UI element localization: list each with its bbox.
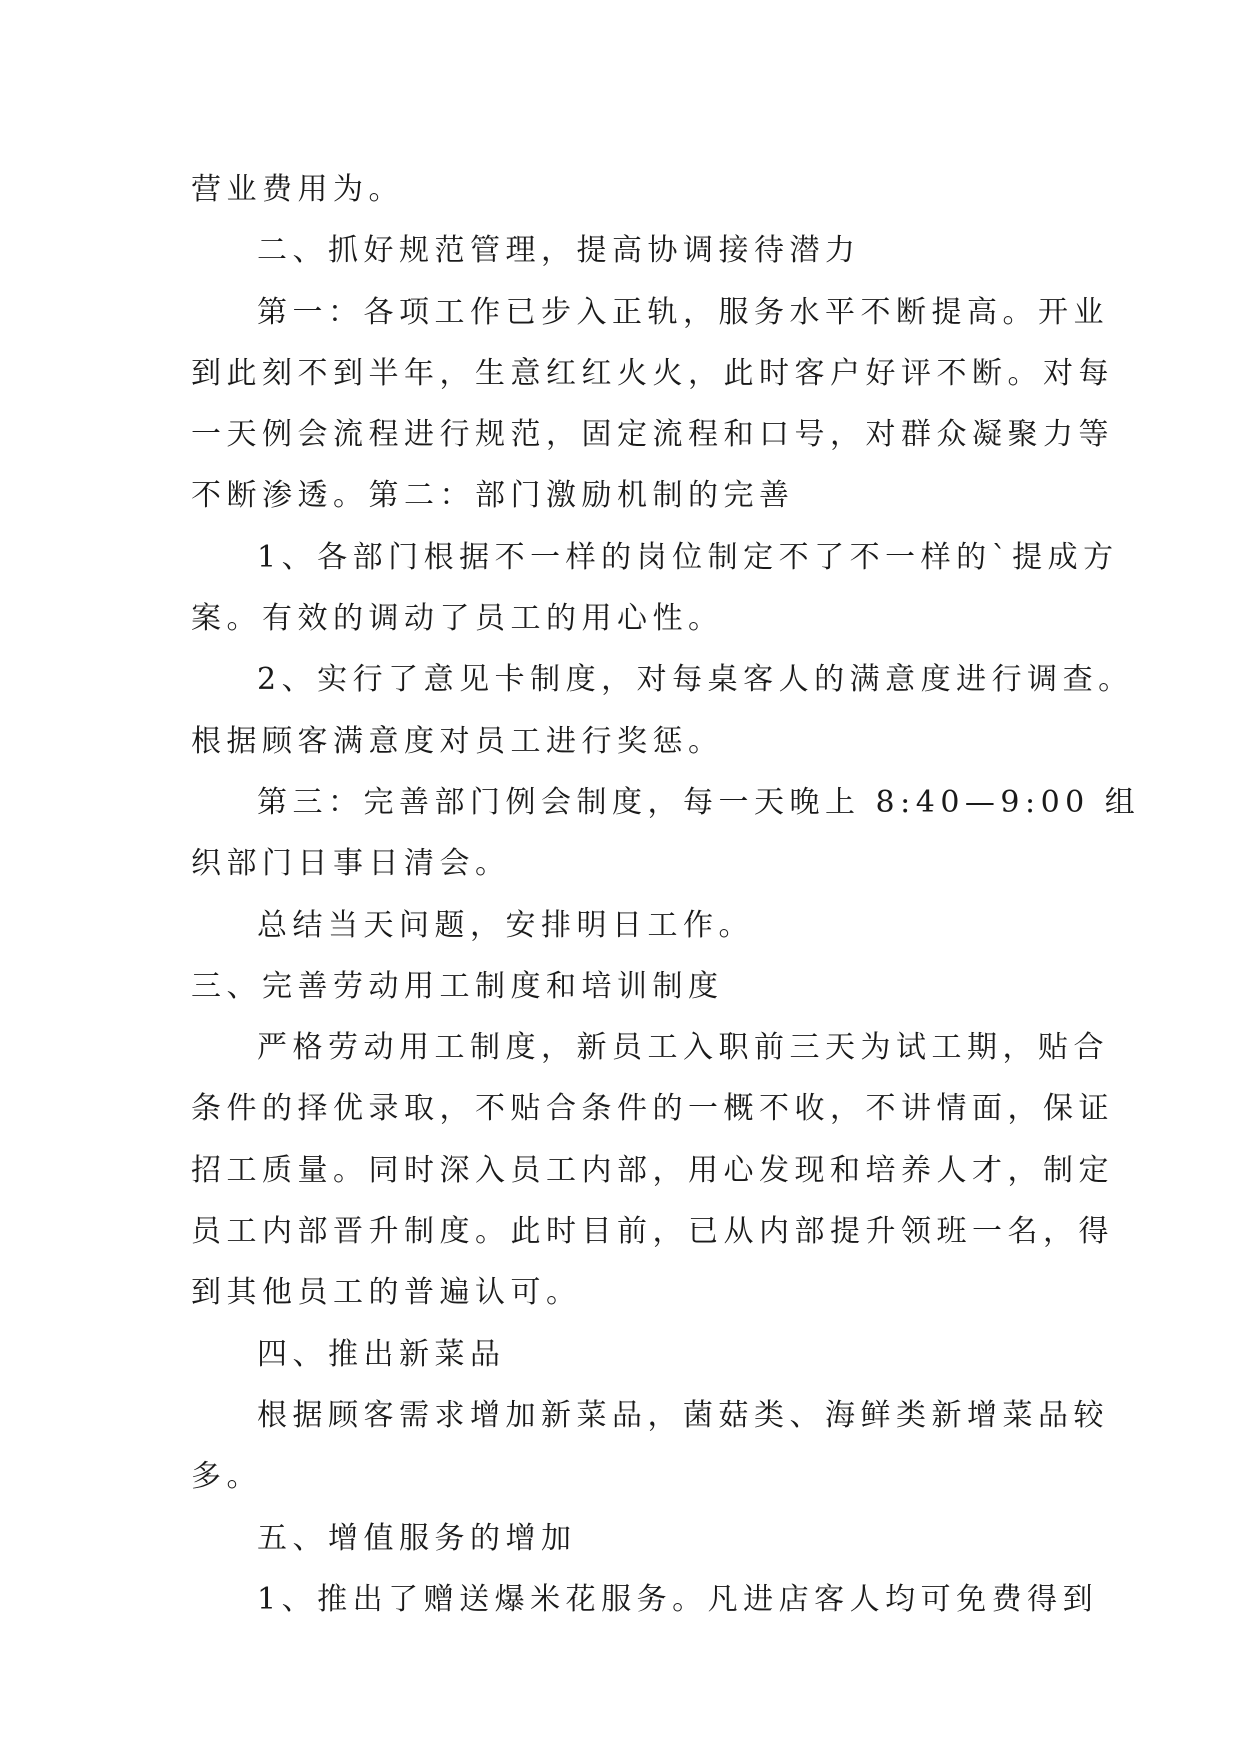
text-line: 严格劳动用工制度，新员工入职前三天为试工期，贴合 [257,1030,1109,1066]
text-line: 招工质量。同时深入员工内部，用心发现和培养人才，制定 [191,1152,1114,1188]
text-line: 织部门日事日清会。 [191,846,511,882]
text-line: 1、各部门根据不一样的岗位制定不了不一样的`提成方 [257,539,1119,575]
text-line: 一天例会流程进行规范，固定流程和口号，对群众凝聚力等 [191,417,1114,453]
text-line: 根据顾客需求增加新菜品，菌菇类、海鲜类新增菜品较 [257,1397,1109,1433]
text-line: 三、完善劳动用工制度和培训制度 [191,968,724,1004]
text-line: 到此刻不到半年，生意红红火火，此时客户好评不断。对每 [191,355,1114,391]
text-line: 到其他员工的普遍认可。 [191,1275,582,1311]
text-line: 第一：各项工作已步入正轨，服务水平不断提高。开业 [257,294,1109,330]
text-line: 总结当天问题，安排明日工作。 [257,907,754,943]
text-line: 1、推出了赠送爆米花服务。凡进店客人均可免费得到 [257,1581,1099,1617]
text-line: 条件的择优录取，不贴合条件的一概不收，不讲情面，保证 [191,1091,1114,1127]
text-line: 二、抓好规范管理，提高协调接待潜力 [257,233,861,269]
text-line: 多。 [191,1459,262,1495]
text-line: 根据顾客满意度对员工进行奖惩。 [191,723,724,759]
text-line: 2、实行了意见卡制度，对每桌客人的满意度进行调查。 [257,662,1134,698]
text-line: 案。有效的调动了员工的用心性。 [191,601,724,637]
text-line: 员工内部晋升制度。此时目前，已从内部提升领班一名，得 [191,1214,1114,1250]
document-body [191,159,1141,1630]
text-line: 五、增值服务的增加 [257,1520,577,1556]
text-line: 不断渗透。第二：部门激励机制的完善 [191,478,795,514]
text-line: 第三：完善部门例会制度，每一天晚上 8:40—9:00 组 [257,784,1141,820]
text-line: 营业费用为。 [191,172,404,207]
text-line: 四、推出新菜品 [257,1336,506,1372]
